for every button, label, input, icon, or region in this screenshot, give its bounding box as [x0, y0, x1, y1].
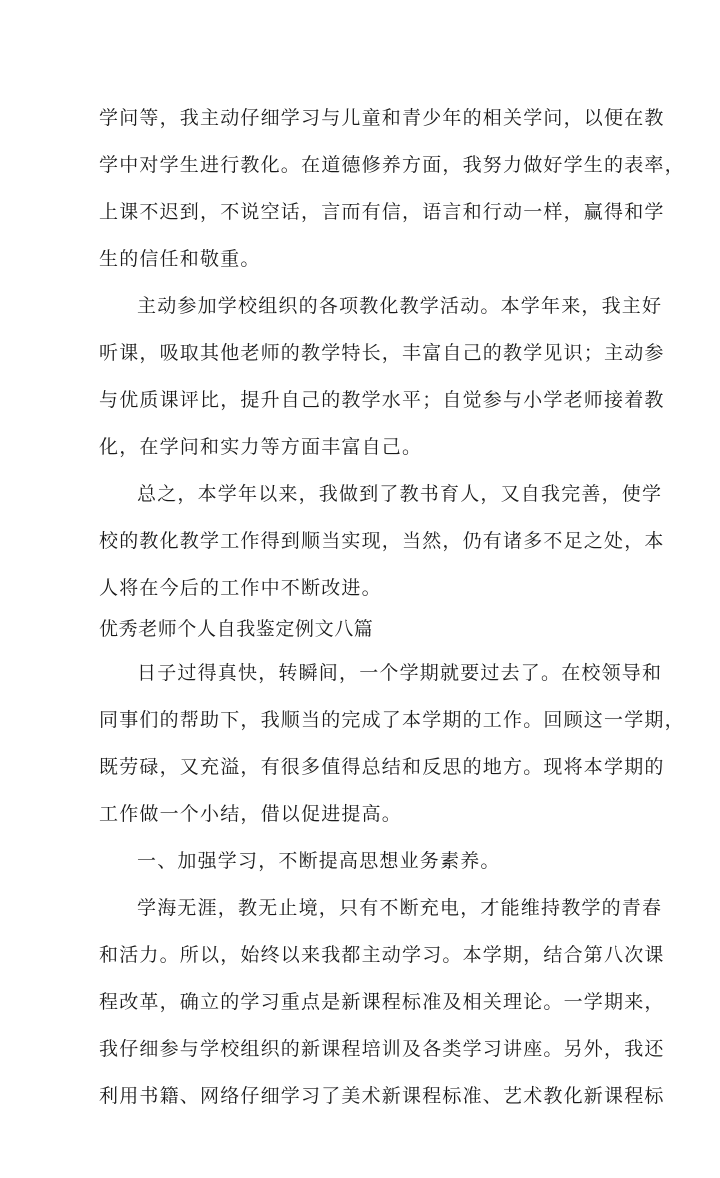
text-line: 主动参加学校组织的各项教化教学活动。本学年来，我主好	[137, 295, 663, 317]
text-line: 化，在学问和实力等方面丰富自己。	[99, 436, 423, 458]
text-line: 生的信任和敬重。	[99, 248, 261, 270]
text-line: 与优质课评比，提升自己的教学水平；自觉参与小学老师接着教	[99, 389, 665, 411]
text-line: 上课不迟到，不说空话，言而有信，语言和行动一样，赢得和学	[99, 201, 665, 223]
text-line: 我仔细参与学校组织的新课程培训及各类学习讲座。另外，我还	[99, 1038, 665, 1060]
text-line: 既劳碌，又充溢，有很多值得总结和反思的地方。现将本学期的	[99, 756, 665, 778]
text-line: 和活力。所以，始终以来我都主动学习。本学期，结合第八次课	[99, 944, 665, 966]
text-line: 一、加强学习，不断提高思想业务素养。	[137, 850, 501, 872]
text-line: 学问等，我主动仔细学习与儿童和青少年的相关学问，以便在教	[99, 107, 665, 129]
text-line: 听课，吸取其他老师的教学特长，丰富自己的教学见识；主动参	[99, 342, 665, 364]
text-line: 学海无涯，教无止境，只有不断充电，才能维持教学的青春	[137, 897, 663, 919]
text-line: 日子过得真快，转瞬间，一个学期就要过去了。在校领导和	[137, 662, 663, 684]
text-line: 工作做一个小结，借以促进提高。	[99, 803, 403, 825]
text-line: 校的教化教学工作得到顺当实现，当然，仍有诸多不足之处，本	[99, 530, 665, 552]
text-line: 人将在今后的工作中不断改进。	[99, 577, 382, 599]
text-line: 程改革，确立的学习重点是新课程标准及相关理论。一学期来，	[99, 991, 665, 1013]
text-line: 总之，本学年以来，我做到了教书育人，又自我完善，使学	[137, 483, 663, 505]
text-line: 同事们的帮助下，我顺当的完成了本学期的工作。回顾这一学期，	[99, 709, 685, 731]
section-heading: 优秀老师个人自我鉴定例文八篇	[99, 618, 374, 640]
text-line: 学中对学生进行教化。在道德修养方面，我努力做好学生的表率，	[99, 154, 685, 176]
text-line: 利用书籍、网络仔细学习了美术新课程标准、艺术教化新课程标	[99, 1085, 665, 1107]
